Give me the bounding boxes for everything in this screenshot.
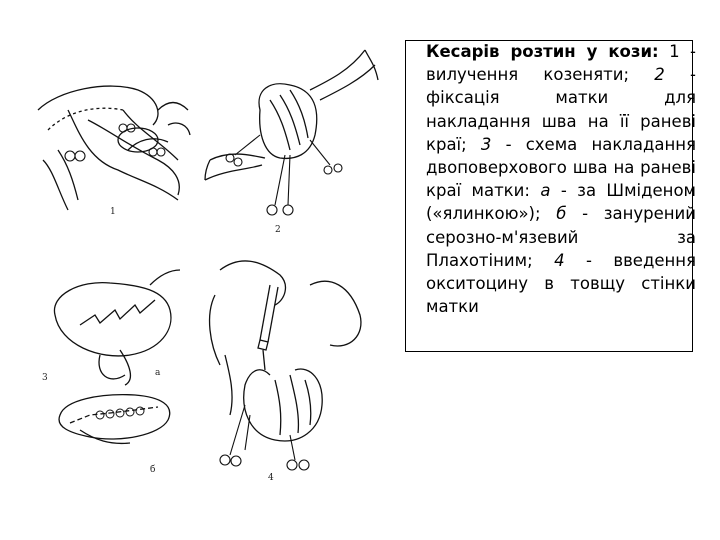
figure-2-label: 2 <box>275 225 281 235</box>
figure-3b-label: б <box>150 465 156 475</box>
figure-2-uterus-fixation <box>200 40 385 225</box>
figure-3-label: 3 <box>42 373 48 383</box>
figure-3-suture-scheme <box>40 265 190 485</box>
caption-num-2: 2 <box>654 65 665 85</box>
figure-3a-label: а <box>155 368 161 378</box>
suture-scheme-illustration <box>40 265 190 485</box>
figure-1-label: 1 <box>110 207 116 217</box>
caption-part-3: - схема накладання двоповерхового шва на раневі краї матки: <box>426 134 696 201</box>
kid-extraction-illustration <box>28 70 198 220</box>
caption-part-a: - за Шміденом («ялинкою»); <box>426 181 696 224</box>
caption-num-b: б <box>556 204 567 224</box>
caption-part-4: - введення окситоцину в товщу стінки матки <box>426 250 697 317</box>
figure-4-label: 4 <box>268 473 274 483</box>
caption-num-4: 4 <box>554 250 565 270</box>
caption-part-1: 1 - вилучення козеняти; <box>426 42 696 85</box>
caption-part-2: - фіксація матки для накладання шва на її раневі краї; <box>426 65 696 154</box>
uterus-fixation-illustration <box>200 40 385 225</box>
caption-num-3: 3 <box>480 134 492 154</box>
caption-num-a: а <box>540 181 551 201</box>
figure-4-oxytocin-injection <box>200 255 390 480</box>
caption-title: Кесарів розтин у кози: <box>426 42 659 61</box>
caption-text <box>426 40 696 318</box>
figure-1-kid-extraction <box>28 70 198 220</box>
oxytocin-injection-illustration <box>200 255 390 480</box>
caption-part-b: - занурений серозно-м'язевий за Плахотіним; <box>426 204 696 270</box>
